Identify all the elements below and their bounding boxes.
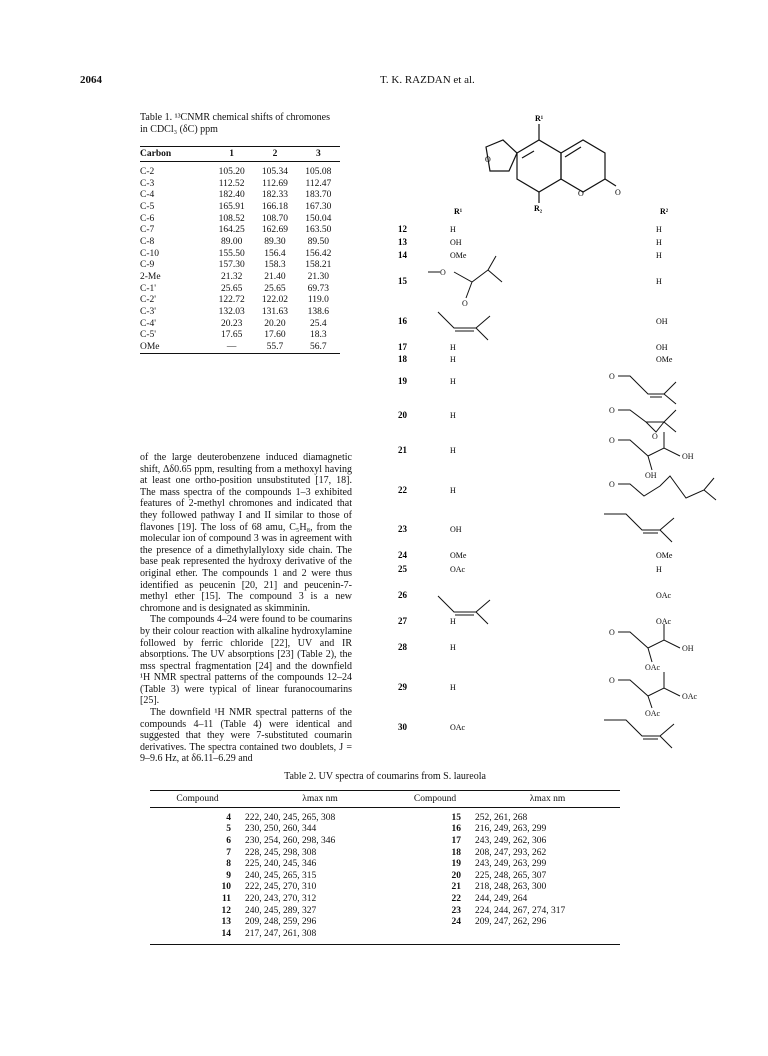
r1-value: H [450, 643, 456, 652]
table1-cell: 138.6 [307, 307, 330, 318]
table2-cell: 240, 245, 265, 315 [245, 870, 317, 881]
table2-cell: 243, 249, 263, 299 [475, 859, 547, 870]
table1-cell: 165.91 [218, 201, 245, 212]
table1-cell: C-1' [140, 283, 156, 294]
table2-row [150, 858, 620, 870]
table1-cell: C-5' [140, 330, 156, 341]
r2-value: H [656, 251, 662, 260]
r2-label: R₂ [534, 204, 543, 213]
r1-label: R¹ [535, 114, 544, 123]
table1-cell: 17.60 [264, 330, 286, 341]
table2-cell: 16 [451, 824, 461, 835]
table2-row [150, 835, 620, 847]
table2-row [150, 905, 620, 917]
table1-cell: 20.23 [220, 318, 243, 329]
table2 [150, 790, 620, 945]
table2-cell: 7 [226, 847, 231, 858]
side-chain-oxygen: O [609, 372, 615, 381]
table2-cell: 23 [451, 905, 461, 916]
table2-cell: 209, 248, 259, 296 [245, 917, 317, 928]
side-chain-hydroxyl: OH [645, 471, 657, 480]
table1-cell: 158.21 [305, 260, 332, 271]
table1-cell: C-4 [140, 190, 155, 201]
table2-cell: 22 [451, 893, 461, 904]
table1-cell: 122.72 [218, 295, 245, 306]
side-chain-oxygen: O [609, 628, 615, 637]
table2-cell: 208, 247, 293, 262 [475, 847, 547, 858]
table1-cell: C-2' [140, 295, 156, 306]
table2-cell: 4 [226, 812, 231, 823]
table1-cell: 56.7 [297, 341, 340, 353]
table1-cell: 119.0 [307, 295, 329, 306]
table1-cell: 132.03 [218, 307, 245, 318]
table2-cell: 216, 249, 263, 299 [475, 824, 547, 835]
table2-row [150, 928, 620, 944]
table1-cell: 105.20 [218, 166, 245, 177]
table1-cell: 89.30 [264, 236, 286, 247]
r2-value: OH [656, 317, 668, 326]
table1-cell: 131.63 [261, 307, 289, 318]
page-number: 2064 [80, 74, 102, 86]
table2-header-cell: Compound [395, 791, 475, 808]
compound-number: 30 [398, 722, 407, 732]
running-head-authors: T. K. RAZDAN et al. [380, 74, 475, 86]
table1-cell: 156.4 [264, 248, 286, 259]
r2-value: H [656, 277, 662, 286]
r2-value: H [656, 238, 662, 247]
table1-cell: 182.40 [218, 190, 245, 201]
table2-cell: 209, 247, 262, 296 [475, 917, 547, 928]
table2-row [150, 916, 620, 928]
table2-cell: 252, 261, 268 [475, 812, 528, 823]
paragraph: The compounds 4–24 were found to be coumarins by their colour reaction with alkaline hydroxylamine followed by ferric chloride [22], UV and IR absorptions. The UV absorptions [23] (Table 2), the mss spectral fragmentation [24] and the downfield ¹H NMR spectral patterns of the compounds 12–24 (Table 3) were typical of linear furanocoumarins [25]. [140, 614, 352, 707]
table2-cell [395, 928, 475, 944]
table2-row [150, 824, 620, 836]
r1-value: OH [450, 525, 462, 534]
table1-cell: 89.00 [220, 236, 243, 247]
table1-cell: 89.50 [307, 236, 330, 247]
paragraph: The downfield ¹H NMR spectral patterns of the compounds 4–11 (Table 4) were identical and suggested that they were 7-substituted coumarin derivatives. The spectra contained two doublets, J = 9–9.6 Hz, at δ6.11–6.29 and [140, 707, 352, 765]
side-chain-oxygen: O [652, 432, 658, 441]
table1-cell: C-2 [140, 166, 155, 177]
table2-cell: 11 [222, 893, 231, 904]
table1-cell: 167.30 [305, 201, 332, 212]
table2-header-cell: Compound [150, 791, 245, 808]
r1-value: OMe [450, 251, 467, 260]
r2-value: H [656, 565, 662, 574]
table2-cell: 225, 240, 245, 346 [245, 859, 317, 870]
table1-cell: 158.3 [264, 260, 286, 271]
table2-header-cell: λmax nm [475, 791, 620, 808]
table2-cell: 18 [451, 847, 461, 858]
table1-cell: 182.33 [261, 190, 289, 201]
table1-cell: 163.50 [305, 225, 332, 236]
table2-cell: 5 [226, 824, 231, 835]
table1-cell: 21.32 [220, 272, 243, 283]
table2-cell: 8 [226, 859, 231, 870]
table1-cell: 25.4 [310, 318, 327, 329]
side-chains [428, 256, 716, 748]
table2-cell: 10 [221, 882, 231, 893]
side-chain-16 [438, 312, 490, 340]
side-chain-29 [618, 672, 680, 708]
table1-cell: C-5 [140, 201, 155, 212]
table1-caption: Table 1. ¹³CNMR chemical shifts of chromones in CDCl₃ (δC) ppm [140, 112, 330, 135]
compound-number: 15 [398, 276, 407, 286]
table2-cell: 222, 240, 245, 265, 308 [245, 812, 336, 823]
side-chain-hydroxyl: OH [682, 452, 694, 461]
r1-value: H [450, 446, 456, 455]
compound-number: 28 [398, 642, 407, 652]
table1-header-cell: 1 [210, 147, 253, 162]
table1-cell: 112.47 [305, 178, 332, 189]
side-chain-30 [604, 720, 674, 748]
table2-cell: 220, 243, 270, 312 [245, 893, 317, 904]
table2-row [150, 870, 620, 882]
r1-value: H [450, 355, 456, 364]
compound-number: 13 [398, 237, 407, 247]
compound-number: 18 [398, 354, 407, 364]
table1-cell: C-10 [140, 248, 159, 259]
table2-cell: 228, 245, 298, 308 [245, 847, 317, 858]
table1-cell: 25.65 [264, 283, 286, 294]
r2-value: OH [656, 343, 668, 352]
table2-cell: 240, 245, 289, 327 [245, 905, 317, 916]
compound-number: 22 [398, 485, 407, 495]
table1-cell: 156.42 [305, 248, 332, 259]
table2-cell: 20 [451, 870, 461, 881]
r1-value: OH [450, 238, 462, 247]
table1-cell: 112.52 [218, 178, 245, 189]
r1-value: OAc [450, 723, 466, 732]
table1-cell: 155.50 [218, 248, 245, 259]
table1-cell: 69.73 [307, 283, 330, 294]
table1-cell: C-4' [140, 318, 156, 329]
side-chain-oxygen: O [440, 268, 446, 277]
table2-cell [475, 928, 620, 944]
table1-cell: — [210, 341, 253, 353]
side-chain-21 [618, 432, 680, 470]
table1-cell: 164.25 [218, 225, 245, 236]
table1-cell: 166.18 [261, 201, 289, 212]
benzene-ring [517, 140, 561, 192]
table2-cell: 244, 249, 264 [475, 893, 528, 904]
compound-number: 23 [398, 524, 407, 534]
table1-header-cell: Carbon [140, 147, 210, 162]
side-chain-28 [618, 624, 680, 662]
side-chain-oxygen: O [609, 436, 615, 445]
r2-value: OAc [656, 617, 672, 626]
table2-cell: 222, 245, 270, 310 [245, 882, 317, 893]
compound-number: 14 [398, 250, 407, 260]
table1-cell: C-3' [140, 307, 156, 318]
table1-cell: 162.69 [261, 225, 289, 236]
r1-value: H [450, 683, 456, 692]
table2-cell: 230, 254, 260, 298, 346 [245, 835, 336, 846]
pyranone-ring [561, 140, 605, 192]
table2-cell: 15 [451, 812, 461, 823]
table2-cell: 24 [451, 917, 461, 928]
table1-cell: OMe [140, 341, 210, 353]
table1-header-cell: 2 [253, 147, 296, 162]
table1-cell: 21.40 [264, 272, 286, 283]
side-chain-oxygen: O [609, 480, 615, 489]
compound-number: 27 [398, 616, 407, 626]
furanocoumarin-skeleton [486, 124, 616, 203]
table2-cell: 21 [451, 882, 461, 893]
column-header-r2: R² [660, 207, 669, 216]
side-chain-oxygen: O [609, 676, 615, 685]
table2-row [150, 882, 620, 894]
table2-caption: Table 2. UV spectra of coumarins from S. laureola [284, 771, 486, 782]
side-chain-acetoxy: OAc [645, 709, 661, 718]
r1-value: H [450, 343, 456, 352]
table2-cell: 13 [221, 917, 231, 928]
table1-cell: 17.65 [220, 330, 243, 341]
table2-cell: 14 [150, 928, 245, 944]
table2-cell: 243, 249, 262, 306 [475, 835, 547, 846]
side-chain-acetoxy: OAc [645, 663, 661, 672]
side-chain-26 [438, 596, 490, 624]
r1-value: H [450, 617, 456, 626]
table1-cell: 21.30 [307, 272, 330, 283]
column-header-r1: R¹ [454, 207, 463, 216]
side-chain-oxygen: O [609, 406, 615, 415]
table1-cell: 183.70 [305, 190, 332, 201]
table1-cell: C-3 [140, 178, 155, 189]
table2-cell: 17 [451, 835, 461, 846]
table1-cell: 25.65 [220, 283, 243, 294]
r2-value: OAc [656, 591, 672, 600]
compound-number: 17 [398, 342, 407, 352]
table2-header-row [150, 791, 620, 808]
table1-cell: 105.08 [305, 166, 332, 177]
carbonyl-oxygen: O [615, 188, 621, 197]
table1-cell: C-8 [140, 236, 155, 247]
table1-cell: 108.70 [261, 213, 289, 224]
paragraph: of the large deuterobenzene induced diamagnetic shift, Δδ0.65 ppm, resulting from a methoxyl having at least one ortho-position unsubstituted [17, 18]. The mass spectra of the compounds 1–3 exhibited features of 2-methyl chromones and indicated that they followed pathway I and II similar to those of flavones [19]. The loss of 68 amu, C₅H₈, from the molecular ion of compound 3 was in agreement with the presence of a dimethylallyloxy side chain. The base peak represented the hydroxy derivative of the original ether. The compounds 1 and 2 were thus identified as peucenin [20, 21] and peucenin-7-methyl ether [15]. The compound 3 is a new chromone and is designated as skimminin. [140, 452, 352, 614]
r1-value: H [450, 225, 456, 234]
table1-cell: C-7 [140, 225, 155, 236]
table2-row [150, 893, 620, 905]
table2-row [150, 808, 620, 824]
table2-cell: 9 [226, 870, 231, 881]
r2-value: OMe [656, 355, 673, 364]
r1-value: OAc [450, 565, 466, 574]
r1-value: H [450, 411, 456, 420]
compound-number: 25 [398, 564, 407, 574]
table1-cell: C-6 [140, 213, 155, 224]
table1-cell: 20.20 [264, 318, 286, 329]
side-chain-19 [618, 376, 676, 404]
double-bond [565, 147, 581, 157]
side-chain-23 [604, 514, 674, 542]
table1-cell: 108.52 [218, 213, 245, 224]
double-bond [522, 151, 534, 158]
table2-cell: 218, 248, 263, 300 [475, 882, 547, 893]
table2-cell: 19 [451, 859, 461, 870]
table2-cell: 230, 250, 260, 344 [245, 824, 317, 835]
r1-value: H [450, 377, 456, 386]
table2-cell: 224, 244, 267, 274, 317 [475, 905, 566, 916]
table2-header-cell: λmax nm [245, 791, 395, 808]
compound-number: 24 [398, 550, 407, 560]
compound-number: 29 [398, 682, 407, 692]
carbonyl-bond [605, 179, 616, 186]
table1-cell: 2-Me [140, 272, 161, 283]
table1-cell: 122.02 [261, 295, 289, 306]
r1-value: H [450, 486, 456, 495]
furan-oxygen: O [485, 155, 491, 164]
table2-cell: 12 [221, 905, 231, 916]
compound-number: 12 [398, 224, 407, 234]
table1-cell: 18.3 [310, 330, 327, 341]
table1-header-cell: 3 [297, 147, 340, 162]
compound-number: 26 [398, 590, 407, 600]
table1-cell: 157.30 [218, 260, 245, 271]
table2-cell: 6 [226, 835, 231, 846]
table2-cell: 225, 248, 265, 307 [475, 870, 547, 881]
table1-cell: C-9 [140, 260, 155, 271]
r1-value: OMe [450, 551, 467, 560]
compound-number: 16 [398, 316, 407, 326]
compound-number: 20 [398, 410, 407, 420]
table1-cell: 112.69 [262, 178, 288, 189]
compound-number: 21 [398, 445, 407, 455]
table1-cell: 150.04 [305, 213, 332, 224]
ring-oxygen: O [578, 189, 584, 198]
side-chain-oxygen: O [462, 299, 468, 308]
side-chain-acetoxy: OAc [682, 692, 698, 701]
side-chain-22 [618, 476, 716, 500]
compound-number: 19 [398, 376, 407, 386]
r2-value: H [656, 225, 662, 234]
side-chain-15 [428, 256, 502, 298]
table2-row [150, 847, 620, 859]
table1-cell: 105.34 [261, 166, 289, 177]
side-chain-20 [618, 410, 676, 432]
table2-cell: 217, 247, 261, 308 [245, 928, 395, 944]
table1-cell: 55.7 [253, 341, 296, 353]
side-chain-hydroxyl: OH [682, 644, 694, 653]
r2-value: OMe [656, 551, 673, 560]
